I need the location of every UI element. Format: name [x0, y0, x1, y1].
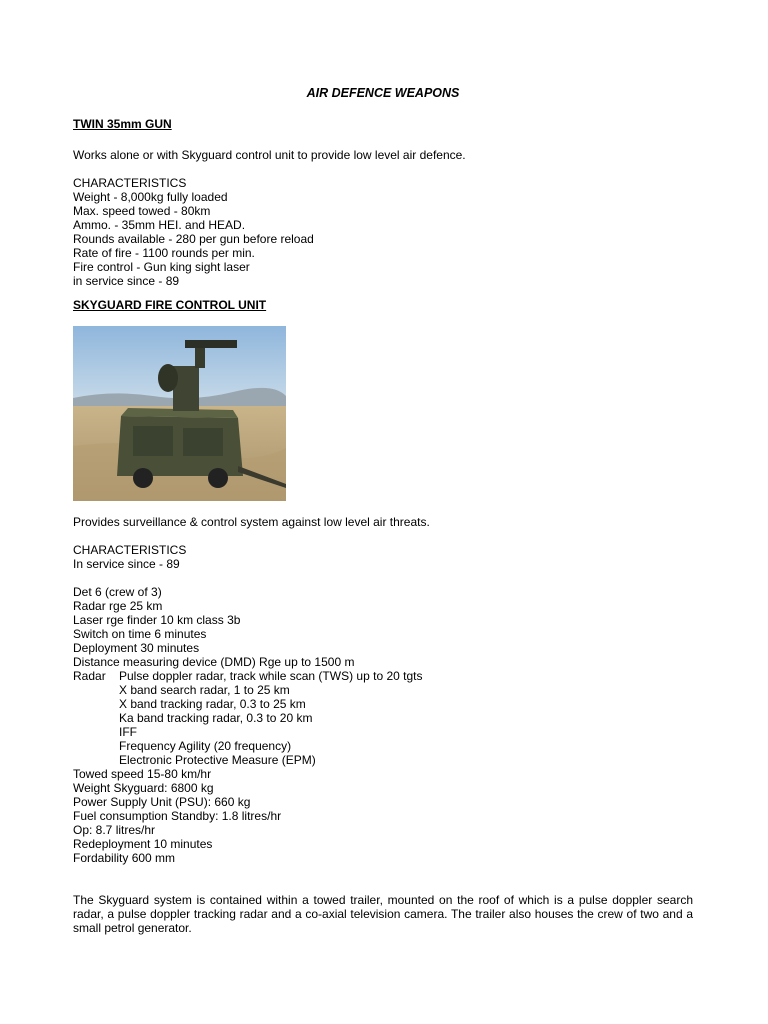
- list-item: Fire control - Gun king sight laser: [73, 260, 250, 274]
- skyguard-in-service: In service since - 89: [73, 557, 180, 571]
- section-heading-twin-gun: TWIN 35mm GUN: [73, 117, 172, 131]
- skyguard-characteristics-heading: CHARACTERISTICS: [73, 543, 187, 557]
- radar-label: Radar: [73, 669, 106, 683]
- twin-gun-characteristics-heading: CHARACTERISTICS: [73, 176, 187, 190]
- list-item: Fordability 600 mm: [73, 851, 176, 865]
- list-item: Op: 8.7 litres/hr: [73, 823, 156, 837]
- list-item: Redeployment 10 minutes: [73, 837, 213, 851]
- list-item: Weight - 8,000kg fully loaded: [73, 190, 228, 204]
- radar-block: [73, 669, 693, 767]
- page-title: AIR DEFENCE WEAPONS: [306, 86, 460, 100]
- list-item: Rate of fire - 1100 rounds per min.: [73, 246, 255, 260]
- list-item: X band search radar, 1 to 25 km: [119, 683, 290, 697]
- list-item: Switch on time 6 minutes: [73, 627, 207, 641]
- skyguard-photo: [73, 326, 286, 501]
- skyguard-intro: Provides surveillance & control system against low level air threats.: [73, 515, 430, 529]
- twin-gun-characteristics-list: [73, 190, 693, 288]
- list-item: Frequency Agility (20 frequency): [119, 739, 292, 753]
- list-item: Power Supply Unit (PSU): 660 kg: [73, 795, 251, 809]
- list-item: Towed speed 15-80 km/hr: [73, 767, 212, 781]
- section-heading-skyguard: SKYGUARD FIRE CONTROL UNIT: [73, 298, 267, 312]
- list-item: Rounds available - 280 per gun before reload: [73, 232, 314, 246]
- list-item: Distance measuring device (DMD) Rge up to 1500 m: [73, 655, 355, 669]
- list-item: Electronic Protective Measure (EPM): [119, 753, 316, 767]
- document-page: [73, 86, 693, 935]
- list-item: Pulse doppler radar, track while scan (TWS) up to 20 tgts: [119, 669, 423, 683]
- skyguard-description-paragraph: The Skyguard system is contained within a towed trailer, mounted on the roof of which is a pulse doppler search radar, a pulse doppler tracking radar and a co-axial television camera. The trailer also houses the crew of two and a small petrol generator.: [73, 893, 693, 935]
- list-item: Ammo. - 35mm HEI. and HEAD.: [73, 218, 246, 232]
- list-item: Laser rge finder 10 km class 3b: [73, 613, 241, 627]
- list-item: Max. speed towed - 80km: [73, 204, 211, 218]
- list-item: Ka band tracking radar, 0.3 to 20 km: [119, 711, 313, 725]
- list-item: Det 6 (crew of 3): [73, 585, 162, 599]
- skyguard-characteristics-list: [73, 585, 693, 865]
- radar-details: [119, 669, 422, 767]
- list-item: in service since - 89: [73, 274, 180, 288]
- list-item: Deployment 30 minutes: [73, 641, 200, 655]
- twin-gun-intro: Works alone or with Skyguard control unit to provide low level air defence.: [73, 148, 466, 162]
- list-item: IFF: [119, 725, 137, 739]
- list-item: X band tracking radar, 0.3 to 25 km: [119, 697, 306, 711]
- list-item: Radar rge 25 km: [73, 599, 163, 613]
- list-item: Weight Skyguard: 6800 kg: [73, 781, 214, 795]
- list-item: Fuel consumption Standby: 1.8 litres/hr: [73, 809, 282, 823]
